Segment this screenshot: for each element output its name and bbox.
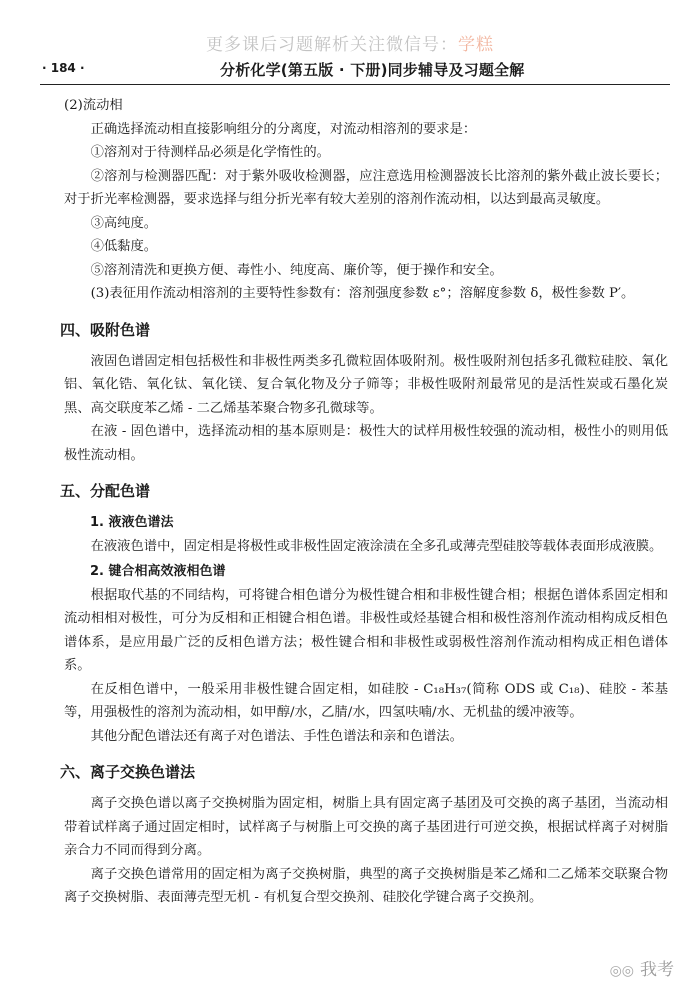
- wechat-icon: ◎◎: [609, 963, 634, 979]
- paragraph: (2)流动相: [64, 98, 123, 113]
- bottom-watermark-text: 我考: [640, 960, 674, 980]
- paragraph: 在液液色谱中，固定相是将极性或非极性固定液涂渍在全多孔或薄壳型硅胶等载体表面形成液膜。: [90, 538, 663, 554]
- paragraph: 离子交换色谱常用的固定相为离子交换树脂，典型的离子交换树脂是苯乙烯和二乙烯苯交联聚合物离子交换树脂、表面薄壳型无机 - 有机复合型交换剂、硅胶化学键合离子交换剂。: [64, 866, 668, 905]
- paragraph: (3)表征用作流动相溶剂的主要特性参数有：溶剂强度参数 ε°；溶解度参数 δ，极性参数 P′。: [90, 286, 635, 301]
- subsection-heading: 1. 液液色谱法: [90, 515, 174, 530]
- page-number: · 184 ·: [42, 61, 85, 75]
- paragraph: 其他分配色谱法还有离子对色谱法、手性色谱法和亲和色谱法。: [90, 728, 463, 744]
- bottom-watermark: [610, 955, 674, 980]
- paragraph: ⑤溶剂清洗和更换方便、毒性小、纯度高、廉价等，便于操作和安全。: [90, 262, 503, 278]
- section-heading: 五、分配色谱: [60, 482, 151, 500]
- book-title: 分析化学(第五版 · 下册)同步辅导及习题全解: [220, 61, 525, 79]
- section-heading: 四、吸附色谱: [60, 320, 151, 339]
- paragraph: ②溶剂与检测器匹配：对于紫外吸收检测器，应注意选用检测器波长比溶剂的紫外截止波长要长；对于折光率检测器，要求选择与组分折光率有较大差别的溶剂作流动相，以达到最高灵敏度。: [64, 168, 668, 207]
- paragraph: 离子交换色谱以离子交换树脂为固定相，树脂上具有固定离子基团及可交换的离子基团，当流动相带着试样离子通过固定相时，试样离子与树脂上可交换的离子基团进行可逆交换，根据试样离子对树脂亲合力不同而得到分离。: [64, 796, 668, 858]
- paragraph: 液固色谱固定相包括极性和非极性两类多孔微粒固体吸附剂。极性吸附剂包括多孔微粒硅胶、氧化铝、氧化锆、氧化钛、氧化镁、复合氧化物及分子筛等；非极性吸附剂最常见的是活性炭或石墨化炭黑、高交联度苯乙烯 - 二乙烯基苯聚合物多孔微球等。: [64, 353, 668, 416]
- page-body: [60, 94, 668, 910]
- paragraph: ③高纯度。: [90, 215, 158, 231]
- paragraph: 在液 - 固色谱中，选择流动相的基本原则是：极性大的试样用极性较强的流动相，极性小的则用低极性流动相。: [64, 424, 668, 463]
- subsection-heading: 2. 键合相高效液相色谱: [90, 564, 226, 579]
- paragraph: ①溶剂对于待测样品必须是化学惰性的。: [90, 145, 330, 160]
- top-watermark: [0, 30, 700, 55]
- top-watermark-text: 更多课后习题解析关注微信号：: [206, 35, 458, 55]
- paragraph: 根据取代基的不同结构，可将键合相色谱分为极性键合相和非极性键合相；根据色谱体系固定相和流动相相对极性，可分为反相和正相键合相色谱。非极性或烃基键合相和极性溶剂作流动相构成反相色谱体系，是应用最广泛的反相色谱方法；极性键合相和非极性或弱极性溶剂作流动相构成正相色谱体系。: [64, 587, 668, 673]
- top-watermark-highlight: 学糕: [458, 35, 494, 55]
- paragraph: 在反相色谱中，一般采用非极性键合固定相，如硅胶 - C₁₈H₃₇(简称 ODS 或 C₁₈)、硅胶 - 苯基等，用强极性的溶剂为流动相，如甲醇/水，乙腈/水，四氢呋喃/水、无机盐的缓冲液等。: [64, 681, 668, 720]
- paragraph: 正确选择流动相直接影响组分的分离度，对流动相溶剂的要求是：: [90, 121, 477, 137]
- paragraph: ④低黏度。: [90, 239, 158, 254]
- running-header: [40, 58, 670, 85]
- section-heading: 六、离子交换色谱法: [60, 763, 196, 781]
